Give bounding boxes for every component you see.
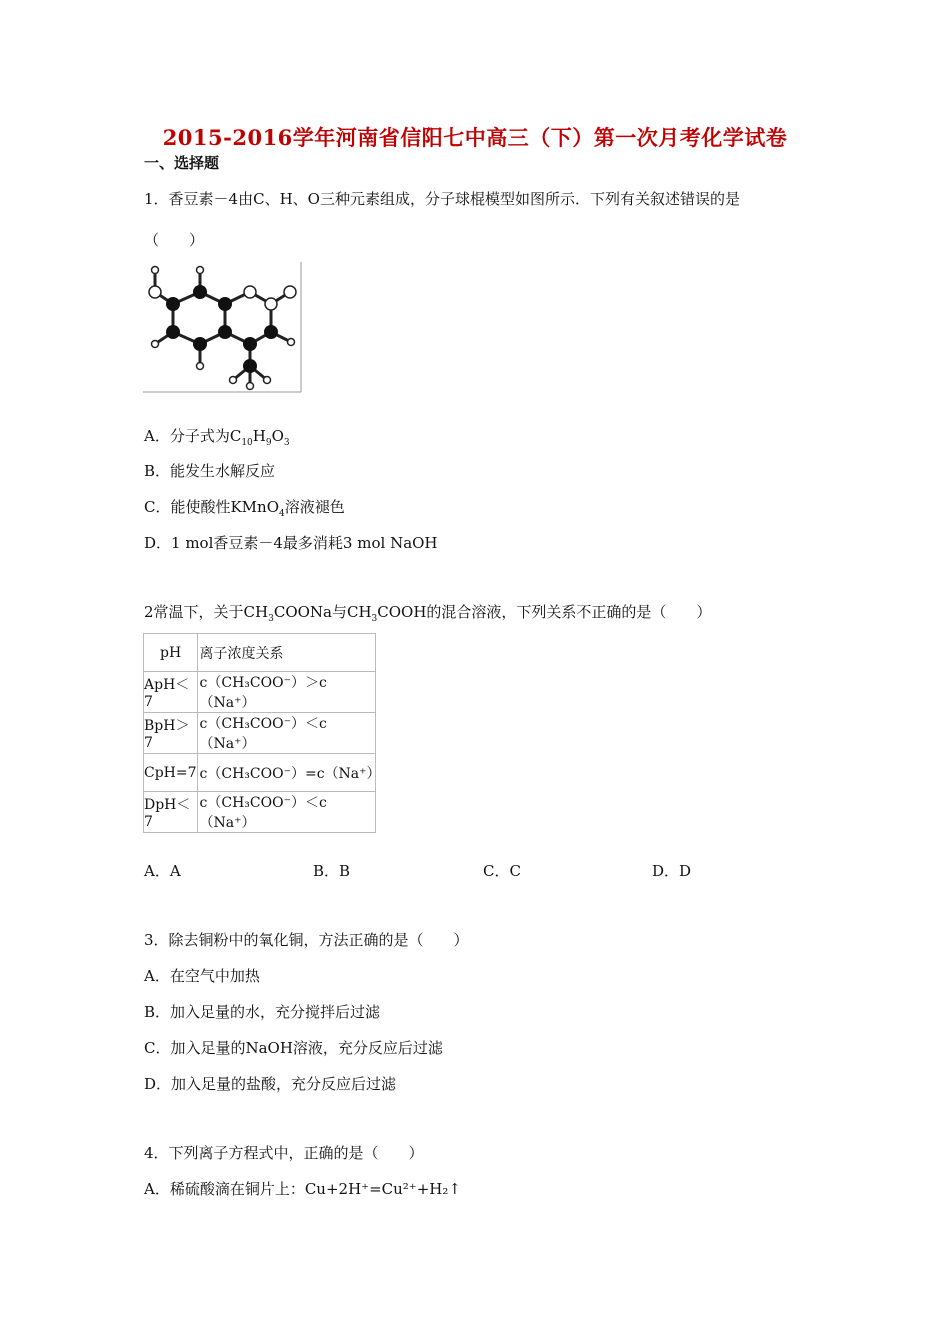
ion-concentration-table — [143, 633, 381, 833]
table-cell-relation: c（CH₃COO⁻）=c（Na⁺） — [197, 754, 375, 792]
table-row — [144, 754, 376, 792]
table-row — [144, 672, 376, 713]
table-cell-relation: c（CH₃COO⁻）＜c（Na⁺） — [197, 713, 375, 754]
q4-option-a: A．稀硫酸滴在铜片上：Cu+2H⁺=Cu²⁺+H₂↑ — [144, 1180, 461, 1198]
table-cell-ph: CpH=7 — [144, 754, 198, 792]
q4-stem: 4．下列离子方程式中，正确的是（ ） — [144, 1144, 424, 1162]
table-cell-relation: c（CH₃COO⁻）＜c（Na⁺） — [197, 792, 375, 833]
coumarin-ball-stick-model — [143, 262, 303, 394]
table-cell-ph: DpH＜7 — [144, 792, 198, 833]
table-cell-relation: c（CH₃COO⁻）＞c（Na⁺） — [197, 672, 375, 713]
q1-stem-paren: （ ） — [144, 231, 205, 249]
q1-option-a: A．分子式为$C_{10}H_9O_3$ — [144, 427, 290, 448]
page-title: 2015-2016学年河南省信阳七中高三（下）第一次月考化学试卷 — [162, 125, 788, 150]
q2-choice-b: B．B — [313, 862, 351, 880]
q1-option-c: C．能使酸性KMnO$_4$溶液褪色 — [144, 498, 345, 519]
q3-option-d: D．加入足量的盐酸，充分反应后过滤 — [144, 1075, 397, 1093]
q1-stem: 1．香豆素－4由C、H、O三种元素组成，分子球棍模型如图所示．下列有关叙述错误的是 — [144, 190, 740, 208]
table-cell-ph: BpH＞7 — [144, 713, 198, 754]
q2-stem: 2常温下，关于$CH_3COONa$与$CH_3COOH$的混合溶液，下列关系不正确的是（ ） — [144, 603, 712, 624]
q3-option-a: A．在空气中加热 — [144, 967, 260, 985]
table-header-row — [144, 634, 376, 672]
q3-stem: 3．除去铜粉中的氧化铜，方法正确的是（ ） — [144, 931, 469, 949]
table-row — [144, 713, 376, 754]
q2-choice-d: D．D — [652, 862, 692, 880]
table-header-ph: pH — [144, 634, 198, 672]
table-header-relation: 离子浓度关系 — [197, 634, 375, 672]
q2-choice-a: A．A — [144, 862, 181, 880]
q3-option-b: B．加入足量的水，充分搅拌后过滤 — [144, 1003, 381, 1021]
table-cell-ph: ApH＜7 — [144, 672, 198, 713]
q1-option-d: D．1 mol香豆素－4最多消耗3 mol NaOH — [144, 534, 438, 552]
table-row — [144, 792, 376, 833]
q3-option-c: C．加入足量的NaOH溶液，充分反应后过滤 — [144, 1039, 443, 1057]
section-heading: 一、选择题 — [144, 154, 220, 172]
q1-option-b: B．能发生水解反应 — [144, 462, 276, 480]
q2-choice-c: C．C — [483, 862, 521, 880]
